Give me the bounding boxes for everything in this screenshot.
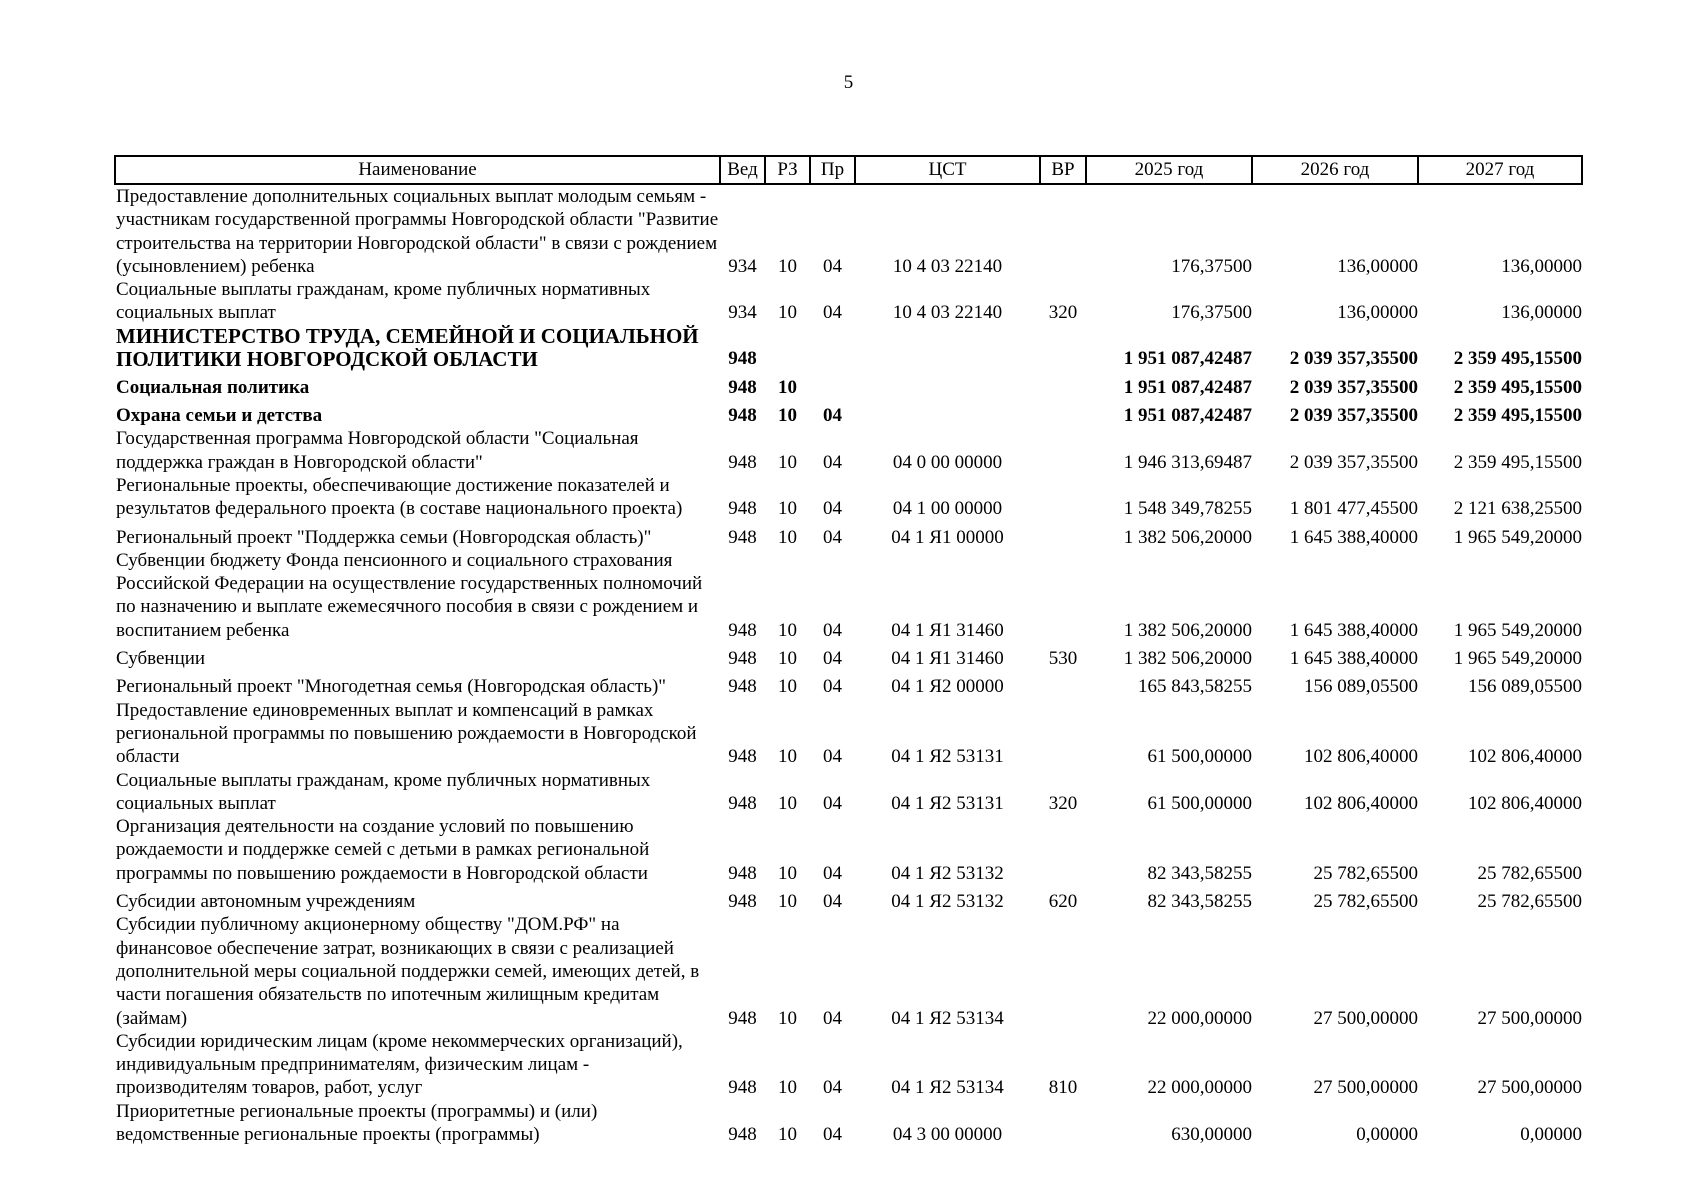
row-ved: 948	[728, 498, 757, 520]
row-vr: 620	[1048, 891, 1078, 913]
header-2026: 2026 год	[1252, 156, 1418, 184]
table-row	[115, 769, 1582, 816]
row-cst	[855, 399, 1040, 427]
row-amount-2026: 25 782,65500	[1313, 862, 1418, 884]
row-pr: 04	[823, 451, 842, 473]
row-amount-2026: 2 039 357,35500	[1289, 348, 1418, 370]
row-amount-2025: 82 343,58255	[1147, 862, 1252, 884]
row-ved: 948	[728, 648, 757, 670]
row-amount-2027: 102 806,40000	[1468, 792, 1582, 814]
row-cst: 04 1 Я2 53132	[891, 891, 1004, 913]
row-vr	[1040, 371, 1086, 399]
row-amount-2026: 25 782,65500	[1313, 891, 1418, 913]
row-rz: 10	[778, 1123, 797, 1145]
header-name: Наименование	[115, 156, 720, 184]
row-ved: 948	[728, 451, 757, 473]
row-rz: 10	[778, 746, 797, 768]
row-amount-2027: 1 965 549,20000	[1453, 619, 1582, 641]
row-rz: 10	[778, 619, 797, 641]
row-cst: 04 1 Я2 53131	[891, 792, 1004, 814]
row-vr	[1040, 521, 1086, 549]
row-vr	[1040, 474, 1086, 521]
row-amount-2025: 1 382 506,20000	[1123, 619, 1252, 641]
row-cst: 04 1 Я2 53132	[891, 862, 1004, 884]
header-rz: РЗ	[765, 156, 810, 184]
table-row	[115, 642, 1582, 670]
row-amount-2026: 102 806,40000	[1304, 792, 1418, 814]
row-amount-2025: 1 382 506,20000	[1123, 526, 1252, 548]
row-ved: 948	[728, 862, 757, 884]
row-vr	[1040, 549, 1086, 642]
row-name: Социальная политика	[116, 376, 310, 398]
row-amount-2027: 2 359 495,15500	[1453, 451, 1582, 473]
row-amount-2027: 136,00000	[1501, 302, 1582, 324]
row-vr	[1040, 1100, 1086, 1147]
row-ved: 948	[728, 1007, 757, 1029]
row-amount-2026: 136,00000	[1337, 302, 1418, 324]
row-amount-2026: 1 645 388,40000	[1289, 648, 1418, 670]
row-cst	[855, 371, 1040, 399]
row-cst: 04 1 Я2 53134	[891, 1007, 1004, 1029]
row-amount-2025: 1 548 349,78255	[1123, 498, 1252, 520]
row-rz: 10	[778, 498, 797, 520]
row-name: МИНИСТЕРСТВО ТРУДА, СЕМЕЙНОЙ И СОЦИАЛЬНОЙ ПОЛИТИКИ НОВГОРОДСКОЙ ОБЛАСТИ	[116, 323, 699, 371]
row-amount-2025: 61 500,00000	[1147, 792, 1252, 814]
row-pr: 04	[823, 302, 842, 324]
row-vr	[1040, 427, 1086, 474]
table-row	[115, 521, 1582, 549]
row-ved: 934	[728, 302, 757, 324]
header-ved: Вед	[720, 156, 765, 184]
row-pr: 04	[823, 1007, 842, 1029]
row-name: Субсидии юридическим лицам (кроме некоммерческих организаций), индивидуальным предпринимателям, физическим лицам - производителям товаров, работ, услуг	[116, 1030, 683, 1099]
row-rz: 10	[778, 255, 797, 277]
row-amount-2027: 2 359 495,15500	[1453, 348, 1582, 370]
row-amount-2026: 2 039 357,35500	[1289, 451, 1418, 473]
row-vr	[1040, 325, 1086, 371]
row-amount-2025: 1 951 087,42487	[1123, 376, 1252, 398]
row-pr: 04	[823, 255, 842, 277]
row-amount-2026: 2 039 357,35500	[1289, 376, 1418, 398]
row-pr: 04	[823, 862, 842, 884]
row-amount-2026: 1 801 477,45500	[1289, 498, 1418, 520]
row-amount-2025: 630,00000	[1171, 1123, 1252, 1145]
table-row	[115, 815, 1582, 885]
row-cst: 04 1 Я2 53131	[891, 746, 1004, 768]
row-name: Предоставление дополнительных социальных выплат молодым семьям - участникам государственной программы Новгородской области "Развитие строительства на территории Новгородской области" в связи с рождением (усыновлением) ребенка	[116, 186, 719, 277]
table-row	[115, 913, 1582, 1029]
row-rz: 10	[778, 891, 797, 913]
row-name: Социальные выплаты гражданам, кроме публичных нормативных социальных выплат	[116, 769, 651, 814]
header-pr: Пр	[810, 156, 855, 184]
row-amount-2026: 27 500,00000	[1313, 1077, 1418, 1099]
row-amount-2025: 22 000,00000	[1147, 1007, 1252, 1029]
row-vr: 530	[1048, 648, 1078, 670]
row-amount-2027: 2 359 495,15500	[1453, 405, 1582, 427]
table-row	[115, 670, 1582, 698]
row-ved: 948	[728, 891, 757, 913]
row-cst: 04 1 Я2 53134	[891, 1077, 1004, 1099]
row-amount-2026: 136,00000	[1337, 255, 1418, 277]
row-amount-2027: 25 782,65500	[1477, 862, 1582, 884]
row-ved: 948	[728, 1077, 757, 1099]
row-vr	[1040, 913, 1086, 1029]
row-cst: 10 4 03 22140	[892, 255, 1003, 277]
row-cst: 04 0 00 00000	[892, 451, 1003, 473]
row-name: Региональные проекты, обеспечивающие достижение показателей и результатов федерального проекта (в составе национального проекта)	[116, 474, 683, 520]
row-cst: 04 1 Я1 00000	[891, 526, 1004, 548]
row-amount-2027: 1 965 549,20000	[1453, 648, 1582, 670]
row-cst: 04 1 Я1 31460	[891, 619, 1004, 641]
row-amount-2027: 102 806,40000	[1468, 746, 1582, 768]
header-cst: ЦСТ	[855, 156, 1040, 184]
row-name: Организация деятельности на создание условий по повышению рождаемости и поддержке семей с детьми в рамках региональной программы по повышению рождаемости в Новгородской области	[116, 816, 650, 884]
row-ved: 948	[728, 348, 757, 370]
row-amount-2025: 1 946 313,69487	[1123, 451, 1252, 473]
header-2027: 2027 год	[1418, 156, 1582, 184]
row-name: Социальные выплаты гражданам, кроме публичных нормативных социальных выплат	[116, 279, 651, 324]
row-rz: 10	[778, 676, 797, 698]
row-amount-2027: 136,00000	[1501, 255, 1582, 277]
row-ved: 948	[728, 619, 757, 641]
row-rz: 10	[778, 451, 797, 473]
row-amount-2025: 22 000,00000	[1147, 1077, 1252, 1099]
row-pr: 04	[823, 498, 842, 520]
row-amount-2025: 1 382 506,20000	[1123, 648, 1252, 670]
row-pr: 04	[823, 648, 842, 670]
table-row	[115, 325, 1582, 371]
row-pr: 04	[823, 1123, 842, 1145]
table-row	[115, 427, 1582, 474]
row-amount-2026: 2 039 357,35500	[1289, 405, 1418, 427]
row-cst: 04 3 00 00000	[892, 1123, 1003, 1145]
row-rz: 10	[778, 376, 797, 398]
row-amount-2026: 0,00000	[1356, 1123, 1418, 1145]
row-name: Приоритетные региональные проекты (программы) и (или) ведомственные региональные проекты (программы)	[116, 1100, 598, 1145]
row-rz: 10	[778, 405, 797, 427]
row-ved: 934	[728, 255, 757, 277]
table-row	[115, 278, 1582, 325]
row-amount-2027: 25 782,65500	[1477, 891, 1582, 913]
row-rz: 10	[778, 792, 797, 814]
row-amount-2026: 1 645 388,40000	[1289, 619, 1418, 641]
row-vr: 320	[1048, 792, 1078, 814]
row-name: Субвенции бюджету Фонда пенсионного и социального страхования Российской Федерации на осуществление государственных полномочий по назначению и выплате ежемесячного пособия в связи с рождением и воспитанием ребенка	[116, 549, 703, 641]
row-name: Государственная программа Новгородской области "Социальная поддержка граждан в Новгородской области"	[116, 428, 639, 473]
row-amount-2026: 27 500,00000	[1313, 1007, 1418, 1029]
row-amount-2026: 156 089,05500	[1304, 676, 1418, 698]
table-row	[115, 1100, 1582, 1147]
row-ved: 948	[728, 526, 757, 548]
row-pr	[810, 325, 855, 371]
row-amount-2025: 1 951 087,42487	[1123, 348, 1252, 370]
row-vr: 320	[1048, 302, 1078, 324]
table-row	[115, 371, 1582, 399]
table-row	[115, 1030, 1582, 1100]
header-vr: ВР	[1040, 156, 1086, 184]
row-amount-2027: 2 359 495,15500	[1453, 376, 1582, 398]
row-vr	[1040, 699, 1086, 769]
row-amount-2026: 1 645 388,40000	[1289, 526, 1418, 548]
row-rz	[765, 325, 810, 371]
row-rz: 10	[778, 648, 797, 670]
row-name: Субсидии публичному акционерному обществу "ДОМ.РФ" на финансовое обеспечение затрат, возникающих в связи с реализацией дополнительной меры социальной поддержки семей, имеющих детей, в части погашения обязательств по ипотечным жилищным кредитам (займам)	[116, 914, 700, 1029]
table-row	[115, 699, 1582, 769]
row-name: Региональный проект "Многодетная семья (Новгородская область)"	[116, 676, 667, 698]
row-amount-2025: 165 843,58255	[1138, 676, 1252, 698]
row-amount-2027: 1 965 549,20000	[1453, 526, 1582, 548]
row-vr: 810	[1048, 1077, 1078, 1099]
row-ved: 948	[728, 792, 757, 814]
row-pr: 04	[823, 526, 842, 548]
table-body	[115, 184, 1582, 1146]
row-cst	[855, 325, 1040, 371]
header-2025: 2025 год	[1086, 156, 1252, 184]
row-pr: 04	[823, 1077, 842, 1099]
row-ved: 948	[728, 1123, 757, 1145]
row-amount-2025: 176,37500	[1171, 255, 1252, 277]
row-rz: 10	[778, 1077, 797, 1099]
row-cst: 04 1 Я2 00000	[891, 676, 1004, 698]
row-amount-2027: 0,00000	[1520, 1123, 1582, 1145]
row-amount-2027: 27 500,00000	[1477, 1007, 1582, 1029]
row-name: Субвенции	[116, 648, 206, 670]
row-amount-2025: 1 951 087,42487	[1123, 405, 1252, 427]
table-row	[115, 474, 1582, 521]
row-amount-2025: 61 500,00000	[1147, 746, 1252, 768]
row-amount-2027: 156 089,05500	[1468, 676, 1582, 698]
row-vr	[1040, 670, 1086, 698]
table-row	[115, 549, 1582, 642]
row-amount-2027: 27 500,00000	[1477, 1077, 1582, 1099]
row-cst: 04 1 Я1 31460	[891, 648, 1004, 670]
row-pr: 04	[823, 405, 842, 427]
budget-table	[114, 155, 1583, 1146]
row-pr: 04	[823, 746, 842, 768]
row-ved: 948	[728, 676, 757, 698]
row-name: Субсидии автономным учреждениям	[116, 891, 416, 913]
row-amount-2025: 82 343,58255	[1147, 891, 1252, 913]
row-pr: 04	[823, 619, 842, 641]
table-row	[115, 399, 1582, 427]
row-rz: 10	[778, 1007, 797, 1029]
row-rz: 10	[778, 862, 797, 884]
row-vr	[1040, 399, 1086, 427]
row-pr	[810, 371, 855, 399]
row-amount-2025: 176,37500	[1171, 302, 1252, 324]
row-pr: 04	[823, 792, 842, 814]
row-ved: 948	[728, 376, 757, 398]
page-number: 5	[843, 72, 854, 93]
row-rz: 10	[778, 526, 797, 548]
table-row	[115, 885, 1582, 913]
header-row	[115, 156, 1582, 184]
row-pr: 04	[823, 891, 842, 913]
row-name: Охрана семьи и детства	[116, 405, 323, 427]
row-cst: 04 1 00 00000	[892, 498, 1003, 520]
row-pr: 04	[823, 676, 842, 698]
row-cst: 10 4 03 22140	[892, 302, 1003, 324]
row-name: Региональный проект "Поддержка семьи (Новгородская область)"	[116, 526, 652, 548]
row-rz: 10	[778, 302, 797, 324]
row-vr	[1040, 184, 1086, 278]
row-ved: 948	[728, 746, 757, 768]
row-vr	[1040, 815, 1086, 885]
row-ved: 948	[728, 405, 757, 427]
table-row	[115, 184, 1582, 278]
row-name: Предоставление единовременных выплат и компенсаций в рамках региональной программы по повышению рождаемости в Новгородской области	[116, 699, 697, 768]
table-header	[115, 156, 1582, 184]
row-amount-2027: 2 121 638,25500	[1453, 498, 1582, 520]
row-amount-2026: 102 806,40000	[1304, 746, 1418, 768]
